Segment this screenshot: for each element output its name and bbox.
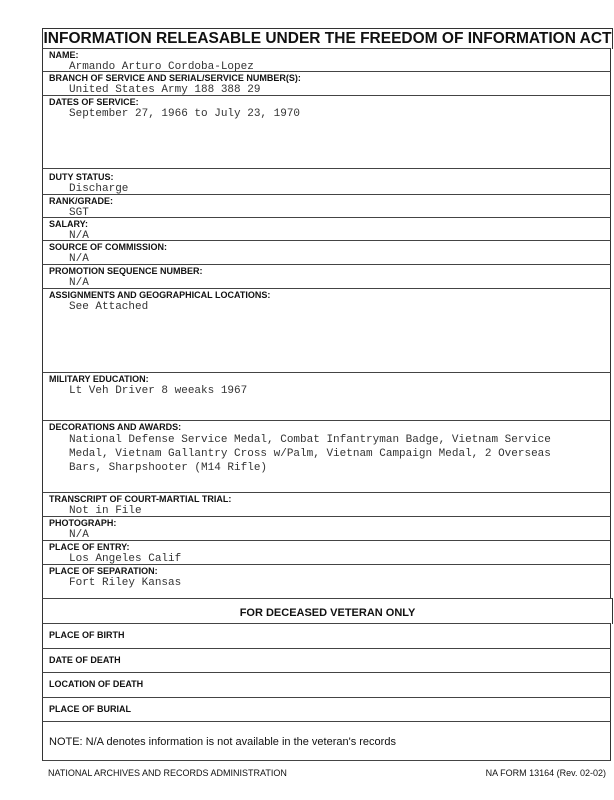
field-label: PHOTOGRAPH: <box>49 518 117 528</box>
field-decorations <box>42 420 611 492</box>
field-label: TRANSCRIPT OF COURT-MARTIAL TRIAL: <box>49 494 232 504</box>
field-court-martial <box>42 492 611 516</box>
field-place-of-birth <box>42 623 611 648</box>
field-value: Discharge <box>69 183 129 195</box>
field-value: N/A <box>69 230 89 242</box>
field-value: Not in File <box>69 505 142 517</box>
field-value: Armando Arturo Cordoba-Lopez <box>69 61 254 73</box>
field-label: LOCATION OF DEATH <box>49 679 144 689</box>
field-branch <box>42 71 611 95</box>
field-value: National Defense Service Medal, Combat Infantryman Badge, Vietnam Service Medal, Vietnam Gallantry Cross w/Palm, Vietnam Campaign Medal, 2 Overseas Bars, Sharpshooter (M14 Rifle) <box>69 434 551 474</box>
field-source-of-commission <box>42 240 611 264</box>
field-promotion-sequence <box>42 264 611 288</box>
field-value: Lt Veh Driver 8 weeaks 1967 <box>69 385 248 397</box>
field-label: DATES OF SERVICE: <box>49 97 139 107</box>
field-value: See Attached <box>69 301 149 313</box>
field-value: Los Angeles Calif <box>69 553 182 565</box>
field-photograph <box>42 516 611 540</box>
field-label: RANK/GRADE: <box>49 196 113 206</box>
field-value: September 27, 1966 to July 23, 1970 <box>69 108 301 120</box>
field-rank <box>42 194 611 217</box>
field-military-education <box>42 372 611 420</box>
field-label: BRANCH OF SERVICE AND SERIAL/SERVICE NUMBER(S): <box>49 73 301 83</box>
field-date-of-death <box>42 648 611 672</box>
field-label: MILITARY EDUCATION: <box>49 374 149 384</box>
field-label: SALARY: <box>49 219 88 229</box>
field-name <box>42 48 611 71</box>
note-section <box>42 721 611 761</box>
field-label: PLACE OF ENTRY: <box>49 542 130 552</box>
deceased-header: FOR DECEASED VETERAN ONLY <box>42 598 613 624</box>
field-value: Fort Riley Kansas <box>69 577 182 589</box>
field-label: NAME: <box>49 50 79 60</box>
field-label: DATE OF DEATH <box>49 655 121 665</box>
field-value: N/A <box>69 529 89 541</box>
field-label: DECORATIONS AND AWARDS: <box>49 422 182 432</box>
field-label: SOURCE OF COMMISSION: <box>49 242 168 252</box>
field-duty-status <box>42 168 611 194</box>
field-value: N/A <box>69 253 89 265</box>
field-location-of-death <box>42 672 611 697</box>
field-dates <box>42 95 611 168</box>
field-salary <box>42 217 611 240</box>
field-value: SGT <box>69 207 89 219</box>
field-label: PLACE OF BURIAL <box>49 704 131 714</box>
footer-agency: NATIONAL ARCHIVES AND RECORDS ADMINISTRATION <box>48 768 287 778</box>
field-label: PLACE OF SEPARATION: <box>49 566 158 576</box>
field-place-of-entry <box>42 540 611 564</box>
field-label: PROMOTION SEQUENCE NUMBER: <box>49 266 203 276</box>
note-text: NOTE: N/A denotes information is not available in the veteran's records <box>49 736 396 748</box>
form-title: INFORMATION RELEASABLE UNDER THE FREEDOM OF INFORMATION ACT <box>43 30 612 47</box>
field-value: United States Army 188 388 29 <box>69 84 261 96</box>
field-label: ASSIGNMENTS AND GEOGRAPHICAL LOCATIONS: <box>49 290 271 300</box>
field-assignments <box>42 288 611 372</box>
field-label: PLACE OF BIRTH <box>49 630 125 640</box>
field-place-of-burial <box>42 697 611 721</box>
field-label: DUTY STATUS: <box>49 172 114 182</box>
field-place-of-separation <box>42 564 611 598</box>
field-value: N/A <box>69 277 89 289</box>
footer-form-number: NA FORM 13164 (Rev. 02-02) <box>485 768 606 778</box>
